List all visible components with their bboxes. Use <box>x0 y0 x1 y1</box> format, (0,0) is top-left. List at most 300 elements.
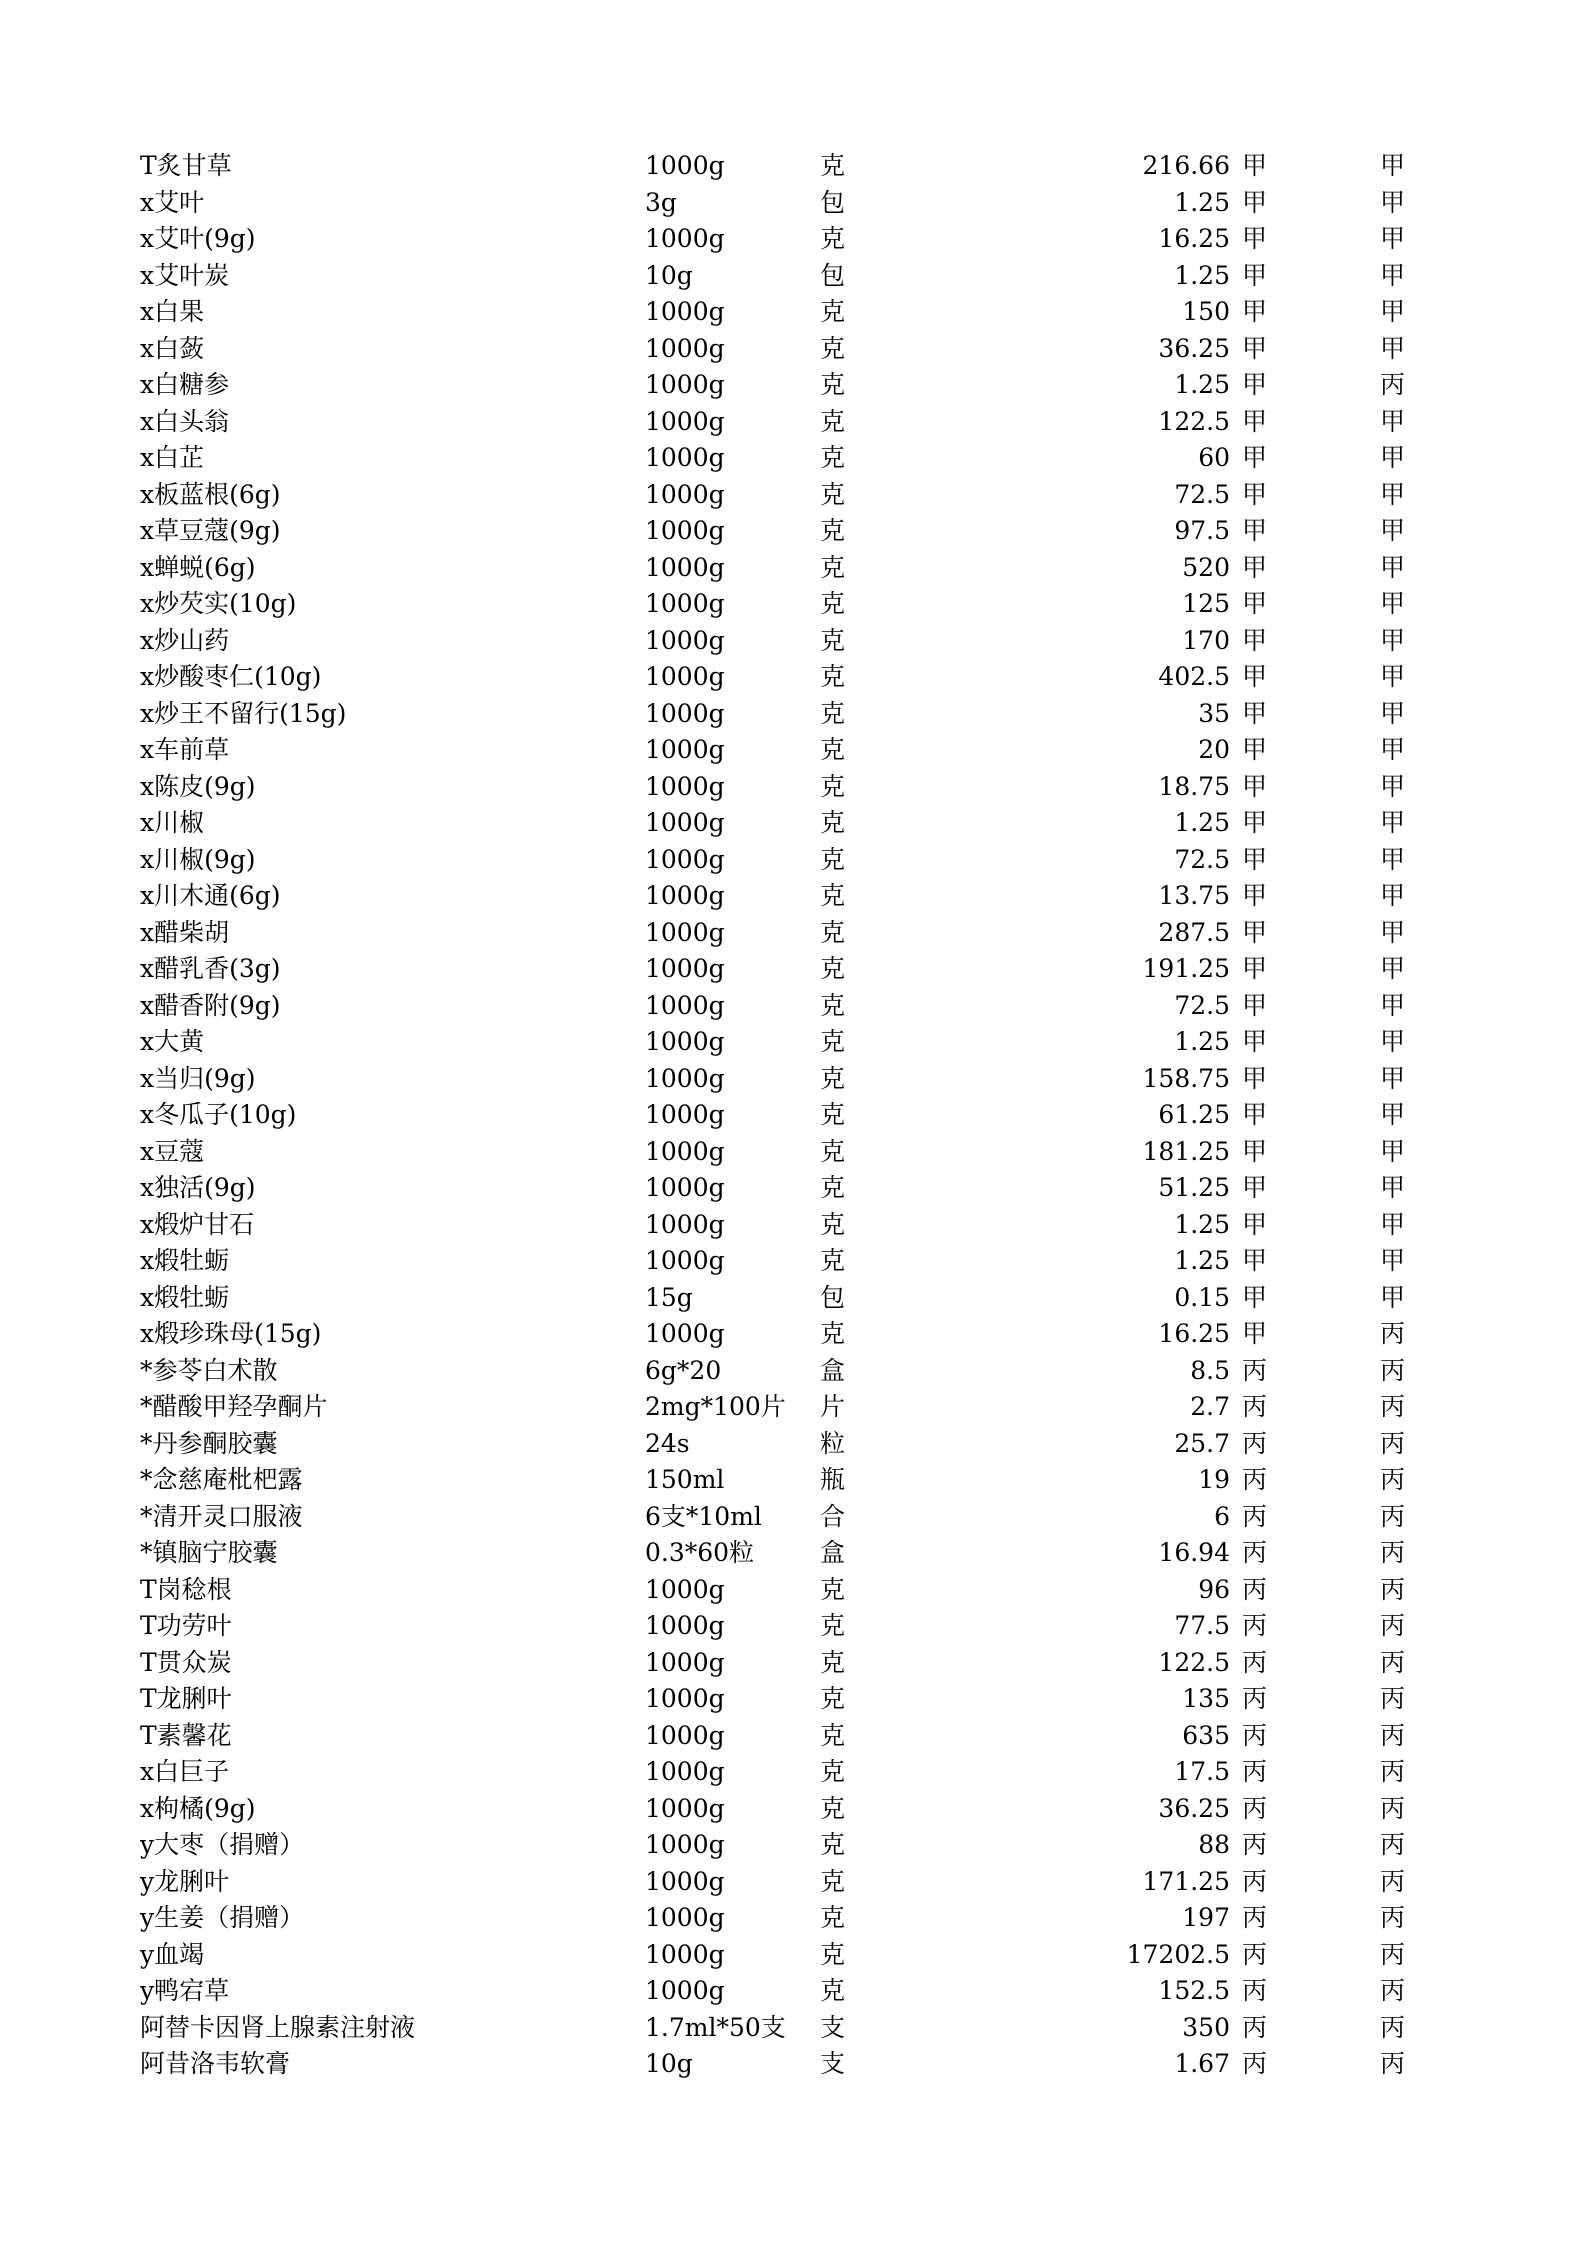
drug-unit: 克 <box>820 151 846 180</box>
drug-price: 216.66 <box>1142 151 1230 180</box>
drug-price: 72.5 <box>1174 844 1230 874</box>
drug-name: x白果 <box>140 297 205 326</box>
insurance-grade-secondary: 丙 <box>1380 1903 1406 1932</box>
insurance-grade: 丙 <box>1242 1684 1268 1713</box>
table-row <box>140 1426 1406 1463</box>
insurance-grade-secondary: 丙 <box>1380 1976 1406 2005</box>
drug-price: 19 <box>1198 1465 1230 1494</box>
drug-unit: 克 <box>820 990 846 1020</box>
drug-unit: 克 <box>820 297 846 326</box>
drug-spec: 1000g <box>645 1903 725 1932</box>
drug-price: 402.5 <box>1158 662 1230 691</box>
table-row <box>140 1499 1406 1536</box>
drug-spec: 1000g <box>645 1246 725 1275</box>
drug-spec: 1000g <box>645 844 725 874</box>
drug-spec: 1.7ml*50支 <box>645 2012 786 2042</box>
drug-price: 181.25 <box>1142 1136 1230 1166</box>
insurance-grade-secondary: 丙 <box>1380 1392 1406 1421</box>
drug-unit: 克 <box>820 1319 846 1348</box>
table-row <box>140 477 1406 514</box>
insurance-grade-secondary: 甲 <box>1380 151 1406 180</box>
insurance-grade: 甲 <box>1242 1173 1268 1202</box>
table-row <box>140 1681 1406 1718</box>
drug-spec: 1000g <box>645 808 725 837</box>
drug-price: 122.5 <box>1158 1647 1230 1677</box>
insurance-grade-secondary: 丙 <box>1380 1793 1406 1823</box>
table-row <box>140 1134 1406 1171</box>
insurance-grade: 甲 <box>1242 589 1268 618</box>
drug-name: T岗稔根 <box>140 1574 232 1604</box>
table-row <box>140 1353 1406 1390</box>
drug-unit: 瓶 <box>820 1465 846 1494</box>
drug-unit: 克 <box>820 1100 846 1129</box>
insurance-grade-secondary: 甲 <box>1380 771 1406 801</box>
drug-price: 88 <box>1198 1830 1230 1859</box>
drug-spec: 150ml <box>645 1465 725 1494</box>
drug-price: 17202.5 <box>1126 1939 1230 1969</box>
table-row <box>140 1170 1406 1207</box>
insurance-grade: 甲 <box>1242 771 1268 801</box>
drug-name: *醋酸甲羟孕酮片 <box>140 1392 328 1421</box>
drug-price: 1.25 <box>1174 808 1230 837</box>
drug-unit: 克 <box>820 552 846 582</box>
drug-spec: 1000g <box>645 662 725 691</box>
table-row <box>140 1024 1406 1061</box>
drug-price: 18.75 <box>1158 771 1230 801</box>
insurance-grade: 甲 <box>1242 516 1268 545</box>
drug-name: x冬瓜子(10g) <box>140 1100 297 1129</box>
insurance-grade-secondary: 甲 <box>1380 735 1406 764</box>
insurance-grade: 甲 <box>1242 625 1268 655</box>
drug-name: x艾叶(9g) <box>140 224 256 253</box>
drug-spec: 1000g <box>645 443 725 472</box>
drug-price: 8.5 <box>1190 1355 1230 1385</box>
insurance-grade: 甲 <box>1242 1319 1268 1348</box>
insurance-grade-secondary: 甲 <box>1380 224 1406 253</box>
insurance-grade-secondary: 甲 <box>1380 187 1406 217</box>
table-row <box>140 1973 1406 2010</box>
drug-price: 1.67 <box>1174 2049 1230 2078</box>
drug-spec: 1000g <box>645 1793 725 1823</box>
table-row <box>140 1791 1406 1828</box>
insurance-grade: 甲 <box>1242 1282 1268 1312</box>
drug-price: 2.7 <box>1190 1392 1230 1421</box>
drug-name: x艾叶 <box>140 187 205 217</box>
insurance-grade: 甲 <box>1242 479 1268 509</box>
drug-name: 阿替卡因肾上腺素注射液 <box>140 2012 416 2042</box>
drug-unit: 粒 <box>820 1428 846 1458</box>
drug-unit: 片 <box>820 1392 846 1421</box>
insurance-grade: 丙 <box>1242 2049 1268 2078</box>
drug-spec: 1000g <box>645 589 725 618</box>
drug-spec: 6g*20 <box>645 1355 722 1385</box>
drug-price: 171.25 <box>1142 1866 1230 1896</box>
drug-name: x炒山药 <box>140 625 230 655</box>
insurance-grade-secondary: 甲 <box>1380 881 1406 910</box>
drug-name: x枸橘(9g) <box>140 1793 256 1823</box>
drug-unit: 克 <box>820 1611 846 1640</box>
insurance-grade: 甲 <box>1242 990 1268 1020</box>
drug-name: x陈皮(9g) <box>140 771 256 801</box>
insurance-grade: 丙 <box>1242 1976 1268 2005</box>
drug-name: 阿昔洛韦软膏 <box>140 2049 291 2078</box>
insurance-grade: 丙 <box>1242 1793 1268 1823</box>
table-row <box>140 878 1406 915</box>
drug-name: y血竭 <box>140 1939 205 1969</box>
drug-price: 1.25 <box>1174 1209 1230 1239</box>
drug-unit: 克 <box>820 1976 846 2005</box>
insurance-grade: 丙 <box>1242 1866 1268 1896</box>
drug-spec: 1000g <box>645 954 725 983</box>
drug-name: x草豆蔻(9g) <box>140 516 281 545</box>
insurance-grade-secondary: 甲 <box>1380 552 1406 582</box>
drug-unit: 克 <box>820 1173 846 1202</box>
insurance-grade: 甲 <box>1242 1246 1268 1275</box>
insurance-grade: 丙 <box>1242 1501 1268 1531</box>
drug-name: x车前草 <box>140 735 230 764</box>
drug-unit: 盒 <box>820 1355 846 1385</box>
insurance-grade-secondary: 甲 <box>1380 297 1406 326</box>
drug-unit: 克 <box>820 406 846 436</box>
drug-spec: 0.3*60粒 <box>645 1538 755 1567</box>
insurance-grade: 丙 <box>1242 1538 1268 1567</box>
insurance-grade-secondary: 丙 <box>1380 1319 1406 1348</box>
insurance-grade: 丙 <box>1242 1392 1268 1421</box>
insurance-grade: 丙 <box>1242 1465 1268 1494</box>
drug-name: *镇脑宁胶囊 <box>140 1538 278 1567</box>
table-row <box>140 1900 1406 1937</box>
drug-price: 122.5 <box>1158 406 1230 436</box>
insurance-grade: 丙 <box>1242 2012 1268 2042</box>
insurance-grade-secondary: 丙 <box>1380 1465 1406 1494</box>
drug-price: 125 <box>1182 589 1230 618</box>
drug-price: 61.25 <box>1158 1100 1230 1129</box>
drug-name: x川椒(9g) <box>140 844 256 874</box>
drug-price: 20 <box>1198 735 1230 764</box>
table-row <box>140 1608 1406 1645</box>
insurance-grade: 丙 <box>1242 1611 1268 1640</box>
insurance-grade: 甲 <box>1242 881 1268 910</box>
insurance-grade-secondary: 甲 <box>1380 1100 1406 1129</box>
insurance-grade-secondary: 丙 <box>1380 1647 1406 1677</box>
drug-unit: 克 <box>820 881 846 910</box>
drug-price: 77.5 <box>1174 1611 1230 1640</box>
drug-price: 35 <box>1198 698 1230 728</box>
drug-unit: 克 <box>820 443 846 472</box>
drug-price: 51.25 <box>1158 1173 1230 1202</box>
drug-spec: 1000g <box>645 1757 725 1786</box>
insurance-grade-secondary: 甲 <box>1380 1063 1406 1093</box>
drug-price: 6 <box>1214 1501 1230 1531</box>
drug-spec: 1000g <box>645 1830 725 1859</box>
drug-unit: 克 <box>820 1136 846 1166</box>
drug-spec: 6支*10ml <box>645 1501 762 1531</box>
drug-unit: 盒 <box>820 1538 846 1567</box>
drug-spec: 1000g <box>645 516 725 545</box>
drug-price: 97.5 <box>1174 516 1230 545</box>
drug-price: 520 <box>1182 552 1230 582</box>
insurance-grade-secondary: 甲 <box>1380 1209 1406 1239</box>
drug-spec: 1000g <box>645 698 725 728</box>
insurance-grade: 丙 <box>1242 1355 1268 1385</box>
table-row <box>140 550 1406 587</box>
drug-unit: 克 <box>820 1866 846 1896</box>
drug-name: x川木通(6g) <box>140 881 281 910</box>
drug-name: x醋香附(9g) <box>140 990 281 1020</box>
insurance-grade-secondary: 丙 <box>1380 1501 1406 1531</box>
drug-name: x大黄 <box>140 1027 205 1056</box>
insurance-grade: 甲 <box>1242 552 1268 582</box>
drug-unit: 克 <box>820 1684 846 1713</box>
drug-spec: 1000g <box>645 1100 725 1129</box>
drug-name: x白糖参 <box>140 370 230 399</box>
insurance-grade: 甲 <box>1242 1136 1268 1166</box>
drug-spec: 1000g <box>645 224 725 253</box>
insurance-grade-secondary: 甲 <box>1380 1027 1406 1056</box>
drug-name: x煅牡蛎 <box>140 1282 230 1312</box>
insurance-grade-secondary: 甲 <box>1380 698 1406 728</box>
insurance-grade: 甲 <box>1242 151 1268 180</box>
drug-name: x豆蔻 <box>140 1136 205 1166</box>
insurance-grade-secondary: 丙 <box>1380 1355 1406 1385</box>
drug-name: x蝉蜕(6g) <box>140 552 256 582</box>
drug-name: *参苓白术散 <box>140 1355 278 1385</box>
insurance-grade-secondary: 甲 <box>1380 589 1406 618</box>
drug-unit: 支 <box>820 2049 846 2078</box>
table-row <box>140 2010 1406 2047</box>
table-row <box>140 148 1406 185</box>
insurance-grade-secondary: 甲 <box>1380 625 1406 655</box>
drug-unit: 包 <box>820 187 846 217</box>
drug-name: T龙脷叶 <box>140 1684 232 1713</box>
drug-price: 96 <box>1198 1574 1230 1604</box>
drug-spec: 24s <box>645 1428 690 1458</box>
table-row <box>140 951 1406 988</box>
insurance-grade: 甲 <box>1242 224 1268 253</box>
drug-spec: 1000g <box>645 1720 725 1750</box>
insurance-grade: 甲 <box>1242 297 1268 326</box>
table-row <box>140 623 1406 660</box>
drug-name: *清开灵口服液 <box>140 1501 303 1531</box>
table-row <box>140 1316 1406 1353</box>
drug-unit: 克 <box>820 771 846 801</box>
drug-spec: 1000g <box>645 1063 725 1093</box>
table-row <box>140 367 1406 404</box>
table-row <box>140 294 1406 331</box>
table-row <box>140 1097 1406 1134</box>
insurance-grade: 丙 <box>1242 1428 1268 1458</box>
drug-name: x醋柴胡 <box>140 917 230 947</box>
insurance-grade-secondary: 甲 <box>1380 990 1406 1020</box>
drug-price: 16.25 <box>1158 1319 1230 1348</box>
insurance-grade: 甲 <box>1242 917 1268 947</box>
table-row <box>140 221 1406 258</box>
drug-price: 13.75 <box>1158 881 1230 910</box>
drug-spec: 1000g <box>645 1319 725 1348</box>
insurance-grade: 甲 <box>1242 1027 1268 1056</box>
insurance-grade-secondary: 丙 <box>1380 1720 1406 1750</box>
drug-unit: 克 <box>820 698 846 728</box>
insurance-grade-secondary: 甲 <box>1380 333 1406 363</box>
drug-name: T功劳叶 <box>140 1611 232 1640</box>
table-row <box>140 1462 1406 1499</box>
insurance-grade-secondary: 甲 <box>1380 1173 1406 1202</box>
insurance-grade: 丙 <box>1242 1939 1268 1969</box>
drug-unit: 克 <box>820 479 846 509</box>
drug-spec: 1000g <box>645 1173 725 1202</box>
insurance-grade: 丙 <box>1242 1720 1268 1750</box>
drug-unit: 克 <box>820 917 846 947</box>
table-row <box>140 440 1406 477</box>
drug-unit: 克 <box>820 589 846 618</box>
table-row <box>140 1827 1406 1864</box>
drug-price: 25.7 <box>1174 1428 1230 1458</box>
drug-name: *念慈庵枇杷露 <box>140 1465 303 1494</box>
drug-spec: 1000g <box>645 881 725 910</box>
insurance-grade-secondary: 甲 <box>1380 917 1406 947</box>
drug-spec: 1000g <box>645 406 725 436</box>
drug-unit: 包 <box>820 1282 846 1312</box>
drug-name: T炙甘草 <box>140 151 232 180</box>
drug-name: y鸭宕草 <box>140 1976 230 2005</box>
drug-spec: 1000g <box>645 1209 725 1239</box>
drug-spec: 1000g <box>645 479 725 509</box>
drug-unit: 克 <box>820 844 846 874</box>
drug-spec: 1000g <box>645 1939 725 1969</box>
drug-price: 350 <box>1182 2012 1230 2042</box>
drug-spec: 3g <box>645 187 677 217</box>
table-row <box>140 586 1406 623</box>
drug-spec: 1000g <box>645 771 725 801</box>
table-row <box>140 769 1406 806</box>
insurance-grade-secondary: 甲 <box>1380 443 1406 472</box>
drug-spec: 1000g <box>645 990 725 1020</box>
drug-name: T贯众炭 <box>140 1647 232 1677</box>
table-row <box>140 258 1406 295</box>
drug-name: x板蓝根(6g) <box>140 479 281 509</box>
drug-price: 36.25 <box>1158 1793 1230 1823</box>
drug-unit: 合 <box>820 1501 846 1531</box>
insurance-grade: 丙 <box>1242 1903 1268 1932</box>
drug-unit: 支 <box>820 2012 846 2042</box>
drug-unit: 克 <box>820 1063 846 1093</box>
drug-spec: 2mg*100片 <box>645 1392 786 1421</box>
drug-name: x煅炉甘石 <box>140 1209 255 1239</box>
drug-unit: 克 <box>820 516 846 545</box>
drug-spec: 15g <box>645 1282 693 1312</box>
drug-price: 197 <box>1182 1903 1230 1932</box>
table-row <box>140 1718 1406 1755</box>
insurance-grade-secondary: 丙 <box>1380 1939 1406 1969</box>
drug-unit: 克 <box>820 333 846 363</box>
table-row <box>140 1937 1406 1974</box>
drug-price-table <box>140 148 1406 2083</box>
drug-unit: 克 <box>820 1903 846 1932</box>
drug-name: T素馨花 <box>140 1720 232 1750</box>
drug-price: 635 <box>1182 1720 1230 1750</box>
table-row <box>140 331 1406 368</box>
drug-spec: 1000g <box>645 625 725 655</box>
table-row <box>140 404 1406 441</box>
drug-spec: 10g <box>645 260 693 290</box>
drug-name: y生姜（捐赠） <box>140 1903 305 1932</box>
drug-price: 135 <box>1182 1684 1230 1713</box>
drug-price: 16.25 <box>1158 224 1230 253</box>
table-row <box>140 1754 1406 1791</box>
insurance-grade-secondary: 丙 <box>1380 1574 1406 1604</box>
drug-price: 36.25 <box>1158 333 1230 363</box>
insurance-grade: 甲 <box>1242 1209 1268 1239</box>
insurance-grade-secondary: 甲 <box>1380 1136 1406 1166</box>
drug-price: 72.5 <box>1174 479 1230 509</box>
drug-price: 1.25 <box>1174 370 1230 399</box>
drug-unit: 克 <box>820 735 846 764</box>
table-row <box>140 1207 1406 1244</box>
insurance-grade-secondary: 丙 <box>1380 1866 1406 1896</box>
drug-price: 150 <box>1182 297 1230 326</box>
drug-name: x白芷 <box>140 443 205 472</box>
drug-price: 191.25 <box>1142 954 1230 983</box>
drug-spec: 1000g <box>645 1574 725 1604</box>
drug-name: y龙脷叶 <box>140 1866 230 1896</box>
drug-spec: 1000g <box>645 151 725 180</box>
drug-unit: 克 <box>820 1939 846 1969</box>
insurance-grade: 甲 <box>1242 662 1268 691</box>
drug-name: x白巨子 <box>140 1757 230 1786</box>
table-row <box>140 513 1406 550</box>
table-row <box>140 842 1406 879</box>
insurance-grade-secondary: 甲 <box>1380 808 1406 837</box>
drug-name: x醋乳香(3g) <box>140 954 281 983</box>
drug-price: 170 <box>1182 625 1230 655</box>
insurance-grade: 丙 <box>1242 1574 1268 1604</box>
drug-price: 16.94 <box>1158 1538 1230 1567</box>
drug-unit: 克 <box>820 1757 846 1786</box>
drug-price: 1.25 <box>1174 1027 1230 1056</box>
drug-price: 158.75 <box>1142 1063 1230 1093</box>
drug-name: x白蔹 <box>140 333 205 363</box>
insurance-grade-secondary: 丙 <box>1380 2049 1406 2078</box>
table-row <box>140 805 1406 842</box>
drug-price: 1.25 <box>1174 1246 1230 1275</box>
insurance-grade-secondary: 甲 <box>1380 260 1406 290</box>
drug-spec: 1000g <box>645 552 725 582</box>
drug-unit: 克 <box>820 1574 846 1604</box>
drug-unit: 克 <box>820 370 846 399</box>
drug-name: x炒王不留行(15g) <box>140 698 347 728</box>
drug-spec: 1000g <box>645 735 725 764</box>
drug-price: 1.25 <box>1174 260 1230 290</box>
drug-unit: 克 <box>820 1647 846 1677</box>
table-row <box>140 1061 1406 1098</box>
insurance-grade-secondary: 丙 <box>1380 2012 1406 2042</box>
drug-name: x独活(9g) <box>140 1173 256 1202</box>
insurance-grade: 甲 <box>1242 443 1268 472</box>
drug-unit: 克 <box>820 1246 846 1275</box>
table-row <box>140 696 1406 733</box>
drug-price: 17.5 <box>1174 1757 1230 1786</box>
insurance-grade: 甲 <box>1242 1100 1268 1129</box>
insurance-grade: 甲 <box>1242 406 1268 436</box>
drug-unit: 克 <box>820 1720 846 1750</box>
drug-price: 60 <box>1198 443 1230 472</box>
insurance-grade: 甲 <box>1242 333 1268 363</box>
table-row <box>140 659 1406 696</box>
drug-unit: 包 <box>820 260 846 290</box>
drug-name: x白头翁 <box>140 406 230 436</box>
drug-price: 72.5 <box>1174 990 1230 1020</box>
drug-spec: 1000g <box>645 1647 725 1677</box>
